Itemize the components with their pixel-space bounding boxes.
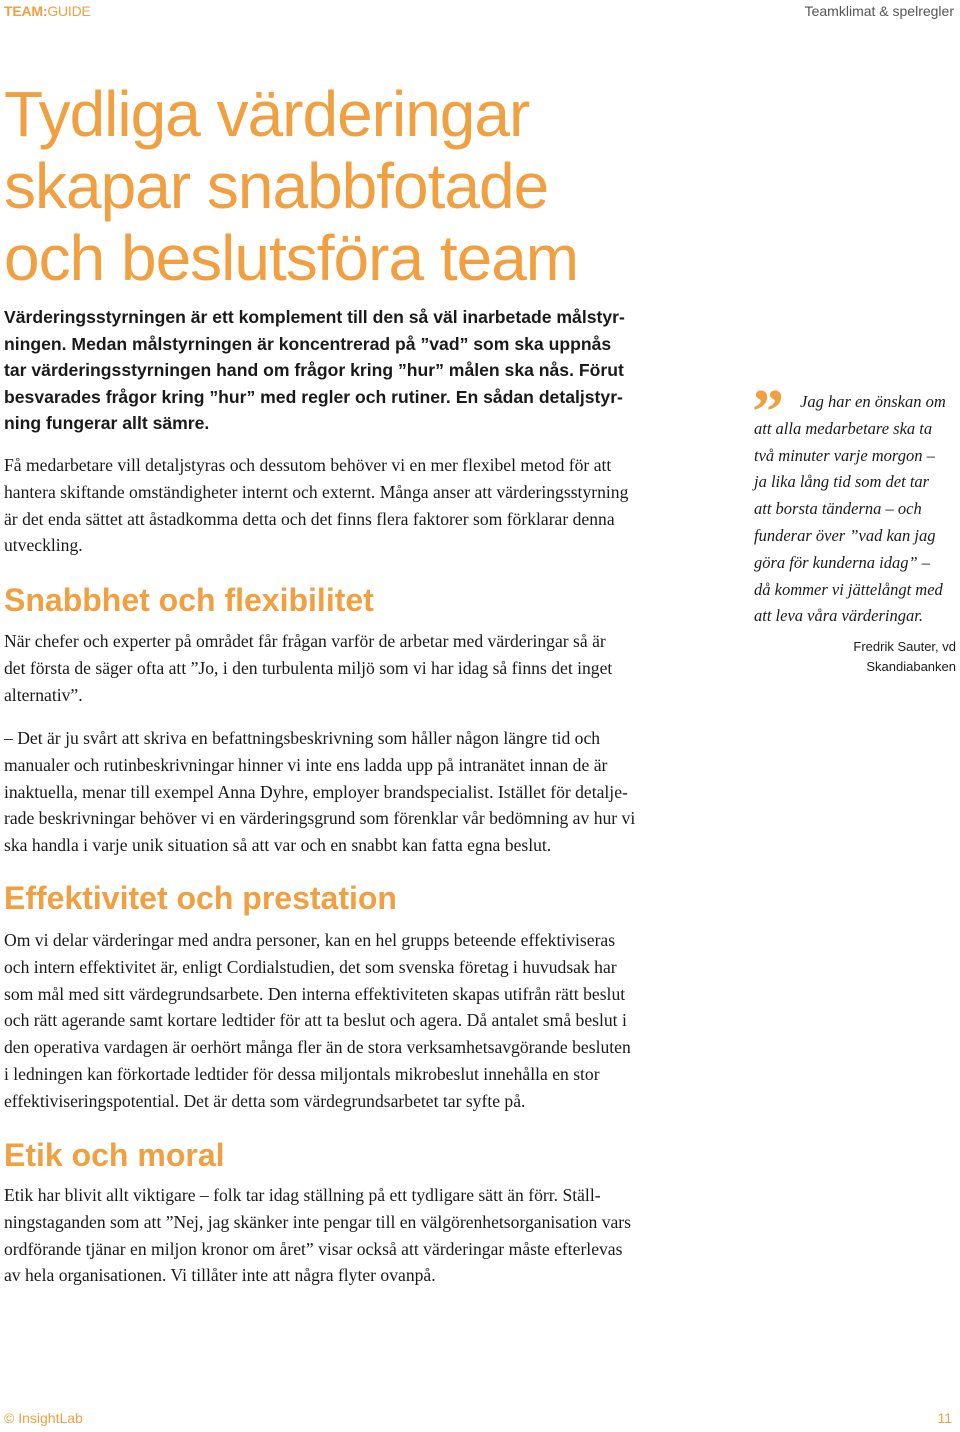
quote-line: funderar över ”vad kan jag xyxy=(754,525,936,545)
quote-line: göra för kunderna idag” – xyxy=(754,552,931,572)
body-line: Om vi delar värderingar med andra personer, kan en hel grupps beteende effektiviseras xyxy=(4,930,616,950)
footer-copyright: © InsightLab xyxy=(4,1410,83,1426)
body-line: Etik har blivit allt viktigare – folk tar idag ställning på ett tydligare sätt än förr. Ställ- xyxy=(4,1185,601,1205)
quote-line: då kommer vi jättelångt med xyxy=(754,579,943,599)
intro-paragraph xyxy=(4,452,714,559)
body-line: effektiviseringspotential. Det är detta som värdegrundsarbetet tar syfte på. xyxy=(4,1090,526,1111)
lead-line: ningen. Medan målstyrningen är koncentrerad på ”vad” som ska uppnås xyxy=(4,333,612,354)
quote-company: Skandiabanken xyxy=(866,659,956,674)
body-line: hantera skiftande omständigheter internt och externt. Många anser att värderingsstyrning xyxy=(4,481,629,502)
section-heading-efficiency: Effektivitet och prestation xyxy=(4,880,397,916)
quote-attribution xyxy=(760,637,956,677)
body-line: som mål med sitt värdegrundsarbete. Den interna effektiviteten skapas utifrån rätt beslut xyxy=(4,983,626,1004)
pull-quote xyxy=(754,389,960,630)
body-line: är det enda sättet att åstadkomma detta och det finns flera faktorer som förklarar denna xyxy=(4,508,615,529)
body-line: ningstaganden som att ”Nej, jag skänker inte pengar till en välgörenhetsorganisation vars xyxy=(4,1211,632,1232)
quote-author: Fredrik Sauter, vd xyxy=(853,639,956,654)
header-section: Teamklimat & spelregler xyxy=(804,3,954,19)
title-line: skapar snabbfotade xyxy=(4,150,549,222)
quote-line: ja lika lång tid som det tar xyxy=(754,472,930,492)
body-line: och rätt agerande samt kortare ledtider för att ta beslut och agera. Då antalet små beslut i xyxy=(4,1010,627,1031)
body-line: av hela organisationen. Vi tillåter inte att några flyter ovanpå. xyxy=(4,1265,436,1286)
quote-line: två minuter varje morgon – xyxy=(754,445,935,465)
body-line: och intern effektivitet är, enligt Cordialstudien, det som svenska företag i huvudsak har xyxy=(4,956,617,977)
lead-line: tar värderingsstyrningen hand om frågor kring ”hur” målen ska nås. Förut xyxy=(4,360,624,380)
quote-line: att borsta tänderna – och xyxy=(754,499,922,519)
section3-paragraph xyxy=(4,1182,714,1289)
brand-bold: TEAM: xyxy=(4,3,48,19)
body-line: det första de säger ofta att ”Jo, i den turbulenta miljö som vi har idag så finns det inget xyxy=(4,657,613,678)
lead-line: ning fungerar allt sämre. xyxy=(4,413,210,433)
section-heading-speed: Snabbhet och flexibilitet xyxy=(4,582,374,618)
body-line: När chefer och experter på området får frågan varför de arbetar med värderingar så är xyxy=(4,631,606,651)
header-brand xyxy=(4,3,91,19)
page-number: 11 xyxy=(937,1410,952,1426)
body-line: alternativ”. xyxy=(4,684,83,705)
body-line: Få medarbetare vill detaljstyras och dessutom behöver vi en mer flexibel metod för att xyxy=(4,455,612,475)
body-line: – Det är ju svårt att skriva en befattningsbeskrivning som håller någon längre tid och xyxy=(4,728,601,748)
section1-paragraph-2 xyxy=(4,725,714,859)
quote-line: att leva våra värderingar. xyxy=(754,606,923,626)
lead-line: besvarades frågor kring ”hur” med regler och rutiner. En sådan detaljstyr- xyxy=(4,386,623,407)
page-title xyxy=(4,78,724,294)
lead-paragraph xyxy=(4,304,704,437)
quote-mark-icon: ” xyxy=(752,376,784,447)
body-line: i ledningen kan förkortade ledtider för dessa miljontals mikrobeslut innehålla en stor xyxy=(4,1063,600,1084)
body-line: ska handla i varje unik situation så att var och en snabbt kan fatta egna beslut. xyxy=(4,835,552,856)
brand-light: GUIDE xyxy=(47,3,91,19)
body-line: den operativa vardagen är oerhört många fler än de stora verksamhetsavgörande besluten xyxy=(4,1037,631,1058)
quote-line: att alla medarbetare ska ta xyxy=(754,418,933,438)
quote-line: Jag har en önskan om xyxy=(800,392,946,411)
section1-paragraph-1 xyxy=(4,628,714,708)
title-line: Tydliga värderingar xyxy=(4,78,530,150)
body-line: manualer och rutinbeskrivningar hinner vi inte ens ladda upp på intranätet innan de är xyxy=(4,754,608,775)
lead-line: Värderingsstyrningen är ett komplement till den så väl inarbetade målstyr- xyxy=(4,307,625,327)
title-line: och beslutsföra team xyxy=(4,222,579,294)
body-line: ordförande tjänar en miljon kronor om året” visar också att värderingar måste efterlevas xyxy=(4,1238,623,1259)
body-line: utveckling. xyxy=(4,535,83,556)
section-heading-ethics: Etik och moral xyxy=(4,1137,225,1173)
body-line: rade beskrivningar behöver vi en värderingsgrund som förenklar vår bedömning av hur vi xyxy=(4,808,636,829)
body-line: inaktuella, menar till exempel Anna Dyhre, employer brandspecialist. Istället för detalje- xyxy=(4,781,628,802)
section2-paragraph xyxy=(4,927,714,1115)
